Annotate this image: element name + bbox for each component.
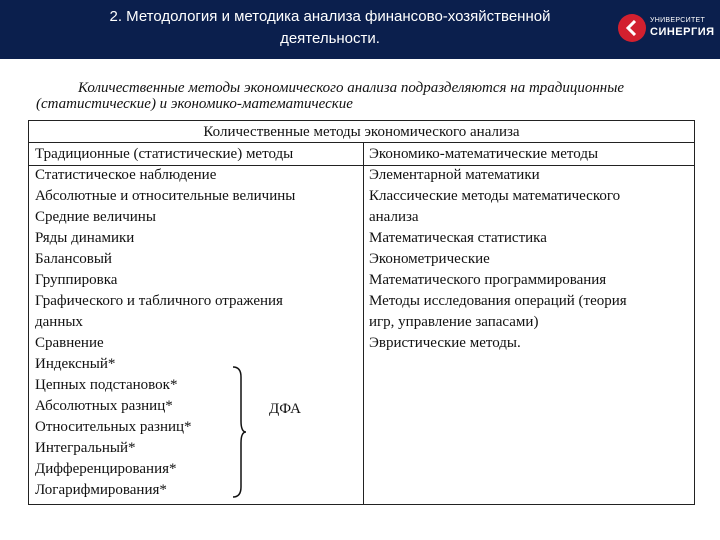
table-row: Математическая статистика bbox=[369, 230, 547, 246]
synergy-logo bbox=[618, 14, 718, 46]
table-row: Эконометрические bbox=[369, 251, 490, 267]
table-row: Индексный* bbox=[35, 356, 116, 372]
intro-paragraph: Количественные методы экономического анализа подразделяются на традиционные (статистические) и экономико-математические bbox=[36, 80, 625, 112]
logo-university-label: УНИВЕРСИТЕТ bbox=[650, 17, 706, 24]
right-column-header: Экономико-математические методы bbox=[369, 146, 599, 162]
left-column-header: Традиционные (статистические) методы bbox=[35, 146, 294, 162]
table-row: данных bbox=[35, 314, 83, 330]
table-row: Классические методы математического bbox=[369, 188, 621, 204]
table-row: Сравнение bbox=[35, 335, 104, 351]
traditional-methods-column bbox=[35, 144, 355, 501]
table-row: Дифференцирования* bbox=[35, 461, 177, 477]
synergy-logo-icon bbox=[618, 14, 646, 42]
methods-table bbox=[28, 120, 695, 505]
table-row: Статистическое наблюдение bbox=[35, 167, 217, 183]
slide-title-line1: 2. Методология и методика анализа финансово-хозяйственной bbox=[109, 8, 551, 25]
column-divider bbox=[363, 143, 364, 504]
table-row: Элементарной математики bbox=[369, 167, 540, 183]
table-row: Эвристические методы. bbox=[369, 335, 521, 351]
table-row: Методы исследования операций (теория bbox=[369, 293, 627, 309]
table-row: анализа bbox=[369, 209, 419, 225]
table-row: Абсолютных разниц* bbox=[35, 398, 173, 414]
dfa-label: ДФА bbox=[269, 401, 301, 417]
table-row: Группировка bbox=[35, 272, 118, 288]
table-row: Относительных разниц* bbox=[35, 419, 192, 435]
logo-name-label: СИНЕРГИЯ bbox=[650, 26, 715, 38]
table-row: Цепных подстановок* bbox=[35, 377, 178, 393]
table-row: Графического и табличного отражения bbox=[35, 293, 283, 309]
slide-title-line2: деятельности. bbox=[280, 30, 380, 47]
table-row: Средние величины bbox=[35, 209, 156, 225]
slide-header bbox=[0, 0, 720, 59]
econ-math-methods-column bbox=[369, 144, 689, 354]
table-row: Логарифмирования* bbox=[35, 482, 167, 498]
table-row: Абсолютные и относительные величины bbox=[35, 188, 296, 204]
table-row: Балансовый bbox=[35, 251, 112, 267]
table-row: Ряды динамики bbox=[35, 230, 135, 246]
table-row: Математического программирования bbox=[369, 272, 607, 288]
right-curly-brace-icon bbox=[231, 365, 247, 499]
slide-title bbox=[70, 6, 590, 50]
table-row: Интегральный* bbox=[35, 440, 136, 456]
table-caption: Количественные методы экономического анализа bbox=[29, 121, 694, 143]
table-row: игр, управление запасами) bbox=[369, 314, 539, 330]
